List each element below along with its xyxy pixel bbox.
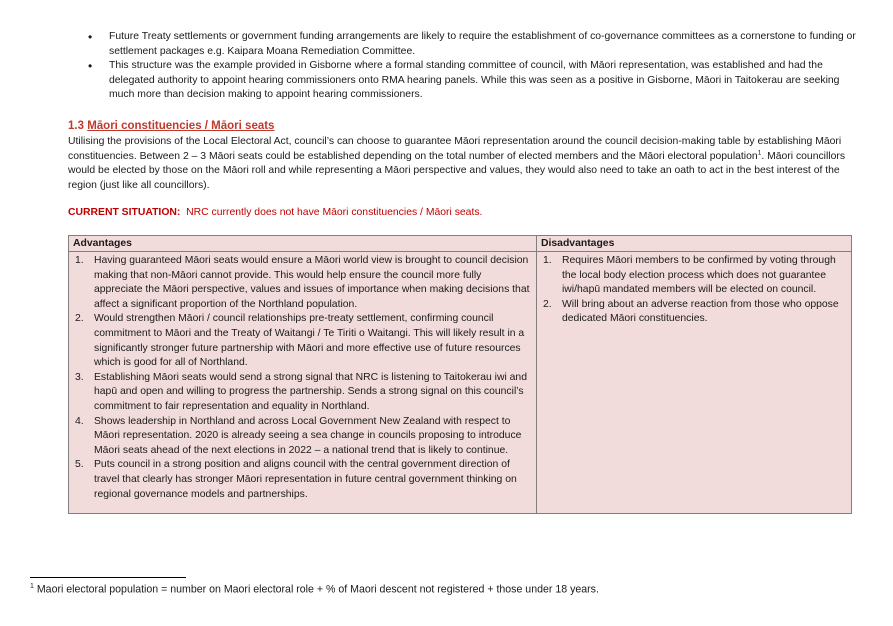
bullet-item: • This structure was the example provided in Gisborne where a formal standing committee of council, with Māori representation, was established and had the delegated authority to appoint hearing commissioners onto RMA hearing panels. While this was seen as a positive in Gisborne, Māori in Taitokerau are seeking much more than decision making to appoint hearing commissioners. — [86, 59, 866, 103]
item-text: Having guaranteed Māori seats would ensure a Māori world view is brought to council decision making that non-Māori cannot provide. This would help ensure the council more fully appreciate the Māori perspective, values and issues of importance when making decisions that affect a significant proportion of the Northland population. — [94, 255, 530, 310]
advantage-item — [69, 254, 530, 312]
footnote-divider — [30, 577, 186, 578]
item-number: 3. — [75, 371, 84, 383]
item-number: 2. — [75, 313, 84, 325]
paragraph-text-2: . Māori councillors would be elected by those on the Māori roll and while representing a Māori perspective and values, they would also need to take an oath to act in the best interest of the region (just like all councillors). — [68, 150, 846, 191]
item-text: Shows leadership in Northland and across Local Government New Zealand with respect to Māori representation. 2020 is already seeing a sea change in councils proposing to introduce Māori seats ahead of the next elections in 2022 – a national trend that is likely to continue. — [94, 415, 522, 456]
section-paragraph — [68, 135, 868, 193]
footnote-reference[interactable]: 1 — [757, 149, 762, 157]
comparison-table — [68, 235, 852, 514]
item-number: 1. — [75, 255, 84, 266]
item-number: 2. — [543, 298, 552, 310]
disadvantages-column — [536, 236, 851, 513]
advantage-item — [69, 312, 530, 370]
advantages-column — [69, 236, 536, 513]
item-number: 5. — [75, 459, 84, 471]
item-text: Will bring about an adverse reaction from those who oppose dedicated Māori constituencies. — [562, 298, 839, 325]
advantage-item — [69, 458, 530, 502]
footnote-text: Maori electoral population = number on Maori electoral role + % of Maori descent not registered + those under 18 years. — [33, 583, 599, 596]
current-situation-text: NRC currently does not have Māori constituencies / Māori seats. — [186, 207, 483, 218]
bullet-item: • Future Treaty settlements or government funding arrangements are likely to require the establishment of co-governance committees as a cornerstone to funding or settlement packages e.g. Kaipara Moana Remediation Committee. — [86, 30, 866, 59]
item-text: Puts council in a strong position and aligns council with the central government direction of travel that clearly has stronger Māori representation in future central government thinking on regional governance models and partnerships. — [94, 459, 517, 500]
advantage-item — [69, 371, 530, 415]
advantage-item — [69, 415, 530, 459]
current-situation — [68, 207, 482, 218]
current-situation-label: CURRENT SITUATION: — [68, 207, 181, 218]
item-text: Would strengthen Māori / council relationships pre-treaty settlement, confirming council commitment to Māori and the Treaty of Waitangi / Te Tiriti o Waitangi. This will likely result in a significantly stronger future partnership with Māori and more effective use of future resources which is good for all of Northland. — [94, 313, 525, 369]
section-heading — [68, 120, 274, 132]
bullet-list — [86, 30, 866, 103]
item-number: 4. — [75, 415, 84, 427]
disadvantages-list — [537, 252, 851, 327]
section-number: 1.3 — [68, 120, 84, 132]
disadvantage-item — [537, 298, 845, 327]
item-text: Establishing Māori seats would send a strong signal that NRC is listening to Taitokerau iwi and hapū and open and willing to progress the partnership. Sends a strong signal on this council’s commitment to fair representation and equality in Northland. — [94, 371, 527, 412]
disadvantage-item — [537, 254, 845, 298]
footnote — [30, 583, 599, 596]
advantages-header: Advantages — [69, 236, 536, 252]
paragraph-text-1: Utilising the provisions of the Local Electoral Act, council’s can choose to guarantee Māori representation around the council decision-making table by establishing Māori constituencies. Between 2 – 3 Māori seats could be established depending on the total number of elected members and the Māori electoral population — [68, 136, 842, 162]
disadvantages-header: Disadvantages — [537, 236, 851, 252]
footnote-marker: 1 — [30, 583, 34, 590]
advantages-list — [69, 252, 536, 502]
item-text: Requires Māori members to be confirmed by voting through the local body election process which does not guarantee iwi/hapū mandated members will be elected on council. — [562, 255, 836, 296]
section-title: Māori constituencies / Māori seats — [87, 120, 275, 132]
item-number: 1. — [543, 255, 552, 266]
